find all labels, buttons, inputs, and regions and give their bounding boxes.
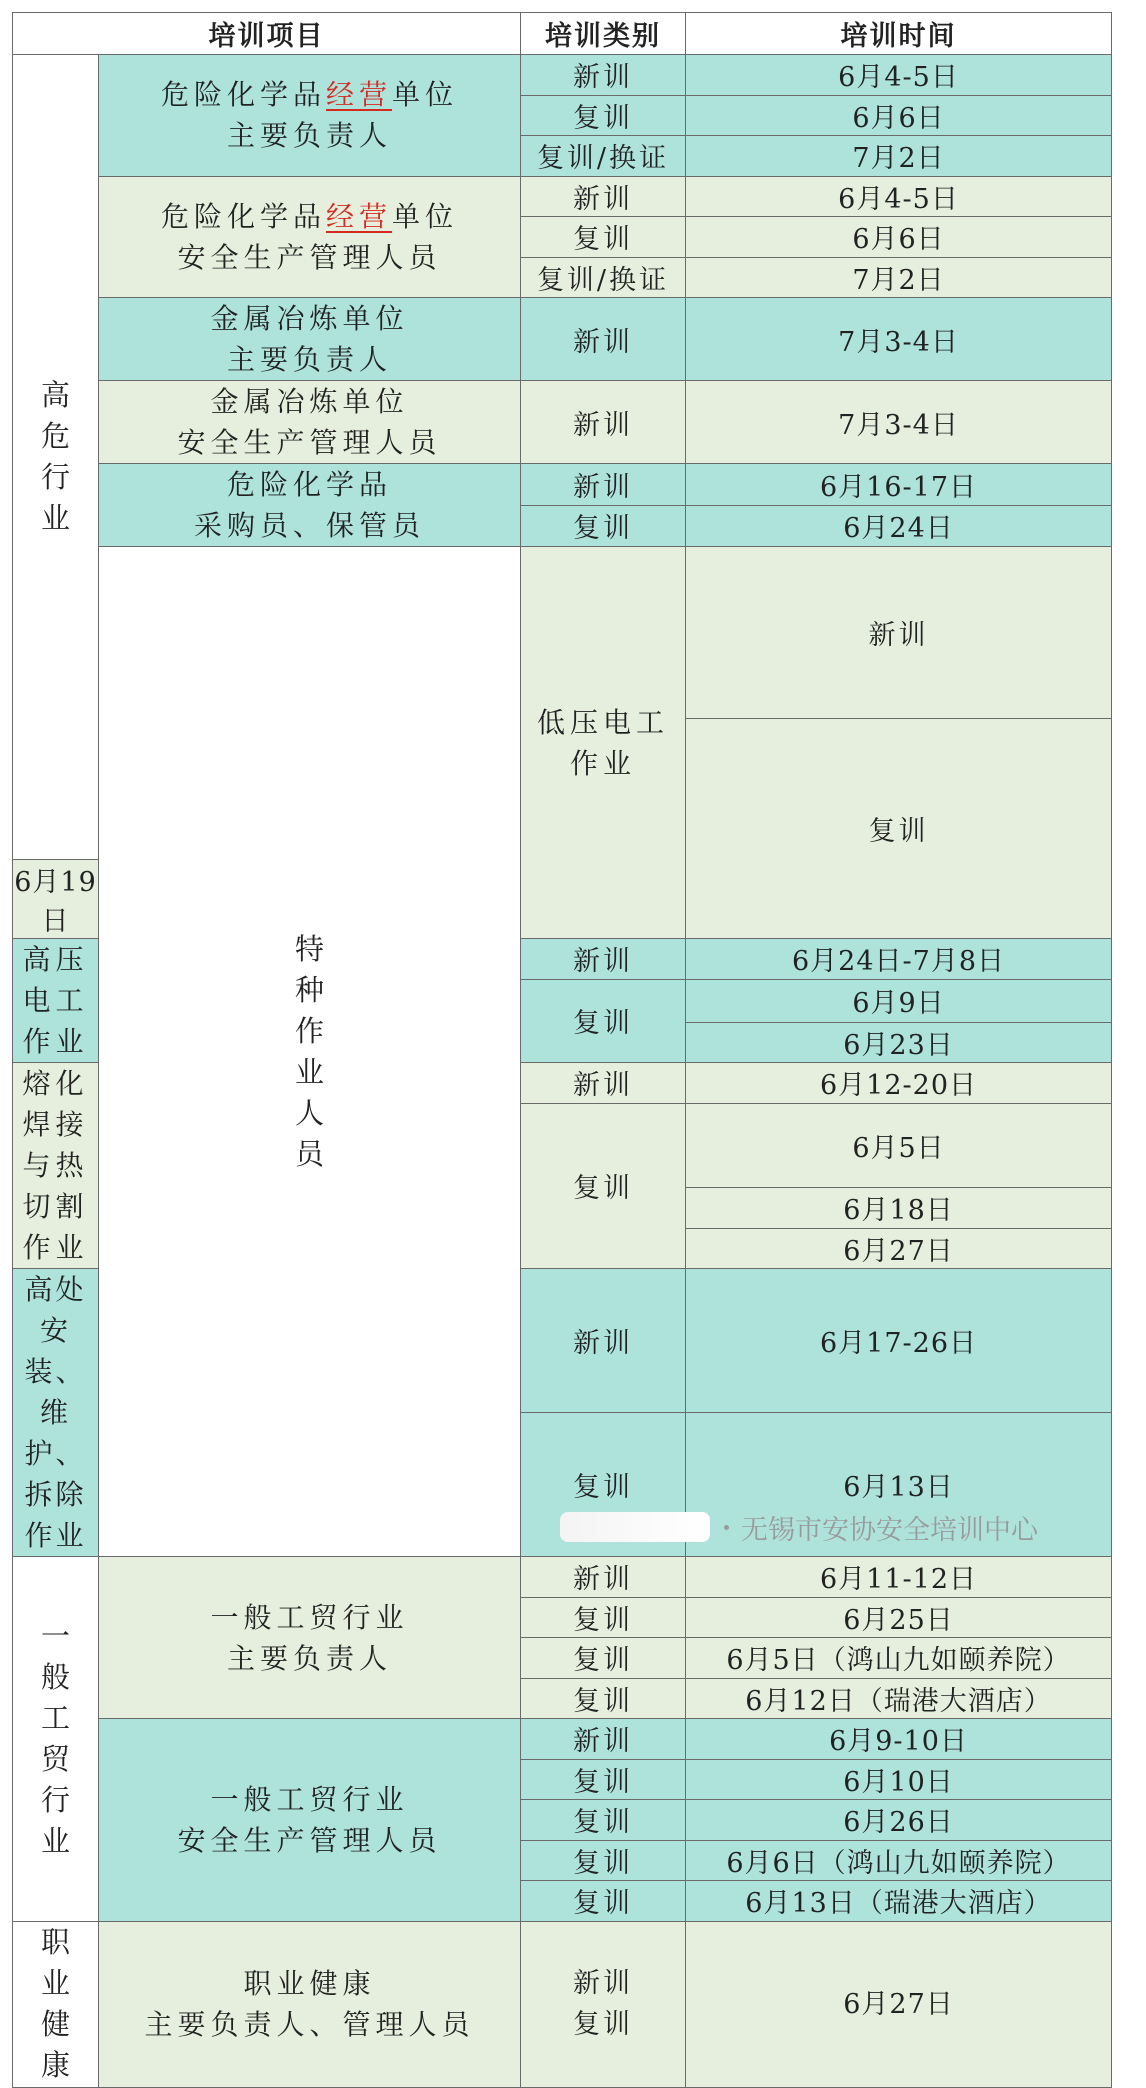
type-cell: 复训/换证 — [521, 136, 686, 177]
time-cell: 6月4-5日 — [686, 55, 1112, 96]
type-cell: 复训 — [521, 1413, 686, 1557]
time-cell: 6月26日 — [686, 1800, 1112, 1841]
type-cell: 复训 — [521, 1800, 686, 1841]
type-re-label: 复训 — [573, 2009, 633, 2040]
type-cell: 新训 — [686, 547, 1112, 719]
type-cell: 新训 — [521, 1557, 686, 1598]
blurred-logo — [560, 1512, 710, 1542]
item-metal-safety: 金属冶炼单位 安全生产管理人员 — [99, 381, 521, 464]
type-cell: 复训 — [521, 1881, 686, 1922]
header-type: 培训类别 — [521, 13, 686, 55]
item-general-safety: 一般工贸行业 安全生产管理人员 — [99, 1719, 521, 1922]
type-cell: 新训 — [521, 1063, 686, 1104]
header-time: 培训时间 — [686, 13, 1112, 55]
watermark — [560, 1506, 1100, 1548]
time-cell: 7月3-4日 — [686, 298, 1112, 381]
dot-icon — [724, 1525, 729, 1530]
training-schedule-table — [12, 12, 1112, 2088]
type-cell: 复训 — [521, 979, 686, 1063]
category-occ-health: 职业健康 — [13, 1921, 99, 2087]
type-cell: 新训 — [521, 1719, 686, 1760]
time-cell: 6月18日 — [686, 1188, 1112, 1229]
header-item: 培训项目 — [13, 13, 521, 55]
type-cell: 复训 — [521, 217, 686, 258]
category-special-ops: 特种作业人员 — [99, 547, 521, 1557]
item-hazchem-buyer: 危险化学品 采购员、保管员 — [99, 464, 521, 547]
time-cell: 6月24日-7月8日 — [686, 939, 1112, 980]
type-cell: 复训 — [521, 1759, 686, 1800]
item-metal-main: 金属冶炼单位 主要负责人 — [99, 298, 521, 381]
time-cell: 6月12-20日 — [686, 1063, 1112, 1104]
type-cell: 新训 — [521, 176, 686, 217]
time-cell: 6月10日 — [686, 1759, 1112, 1800]
type-cell: 复训 — [521, 1103, 686, 1269]
type-cell: 复训 — [521, 1840, 686, 1881]
time-cell: 6月23日 — [686, 1022, 1112, 1063]
type-cell: 复训 — [521, 95, 686, 136]
time-cell: 6月9-10日 — [686, 1719, 1112, 1760]
time-cell: 6月19日 — [13, 860, 99, 939]
type-cell: 新训 — [521, 298, 686, 381]
type-cell-health — [521, 1921, 686, 2087]
item-health: 职业健康 主要负责人、管理人员 — [99, 1921, 521, 2087]
item-hazchem-safety: 危险化学品经营单位 安全生产管理人员 — [99, 176, 521, 298]
type-cell: 新训 — [521, 1269, 686, 1413]
time-cell: 7月2日 — [686, 257, 1112, 298]
item-welding: 熔化焊接与热切割作业 — [13, 1063, 99, 1269]
time-cell: 6月24日 — [686, 505, 1112, 547]
type-cell: 复训 — [521, 1678, 686, 1719]
category-general-trade: 一般工贸行业 — [13, 1557, 99, 1922]
time-cell: 6月5日 — [686, 1103, 1112, 1188]
time-cell: 7月3-4日 — [686, 381, 1112, 464]
watermark-text: 无锡市安协安全培训中心 — [741, 1514, 1038, 1546]
type-cell: 新训 — [521, 464, 686, 506]
category-high-risk: 高危行业 — [13, 55, 99, 860]
time-cell: 6月25日 — [686, 1597, 1112, 1638]
item-height-work: 高处安装、维护、拆除作业 — [13, 1269, 99, 1557]
time-cell: 6月13日 — [686, 1413, 1112, 1557]
time-cell: 6月13日（瑞港大酒店） — [686, 1881, 1112, 1922]
time-cell: 6月11-12日 — [686, 1557, 1112, 1598]
time-cell: 7月2日 — [686, 136, 1112, 177]
time-cell: 6月12日（瑞港大酒店） — [686, 1678, 1112, 1719]
item-hazchem-main: 危险化学品经营单位 主要负责人 — [99, 55, 521, 177]
time-cell: 6月16-17日 — [686, 464, 1112, 506]
time-cell: 6月9日 — [686, 979, 1112, 1022]
type-cell: 复训 — [521, 505, 686, 547]
type-new-label: 新训 — [573, 1968, 633, 1999]
type-cell: 复训 — [686, 719, 1112, 939]
item-general-main: 一般工贸行业 主要负责人 — [99, 1557, 521, 1719]
time-cell: 6月6日（鸿山九如颐养院） — [686, 1840, 1112, 1881]
time-cell: 6月6日 — [686, 95, 1112, 136]
time-cell: 6月4-5日 — [686, 176, 1112, 217]
type-cell: 复训 — [521, 1597, 686, 1638]
time-cell: 6月27日 — [686, 1228, 1112, 1269]
time-cell: 6月5日（鸿山九如颐养院） — [686, 1638, 1112, 1679]
type-cell: 新训 — [521, 939, 686, 980]
type-cell: 复训 — [521, 1638, 686, 1679]
item-low-voltage: 低压电工作业 — [521, 547, 686, 939]
time-cell: 6月17-26日 — [686, 1269, 1112, 1413]
type-cell: 新训 — [521, 381, 686, 464]
type-cell: 复训/换证 — [521, 257, 686, 298]
time-cell: 6月27日 — [686, 1921, 1112, 2087]
item-high-voltage: 高压电工作业 — [13, 939, 99, 1063]
time-cell: 6月6日 — [686, 217, 1112, 258]
type-cell: 新训 — [521, 55, 686, 96]
